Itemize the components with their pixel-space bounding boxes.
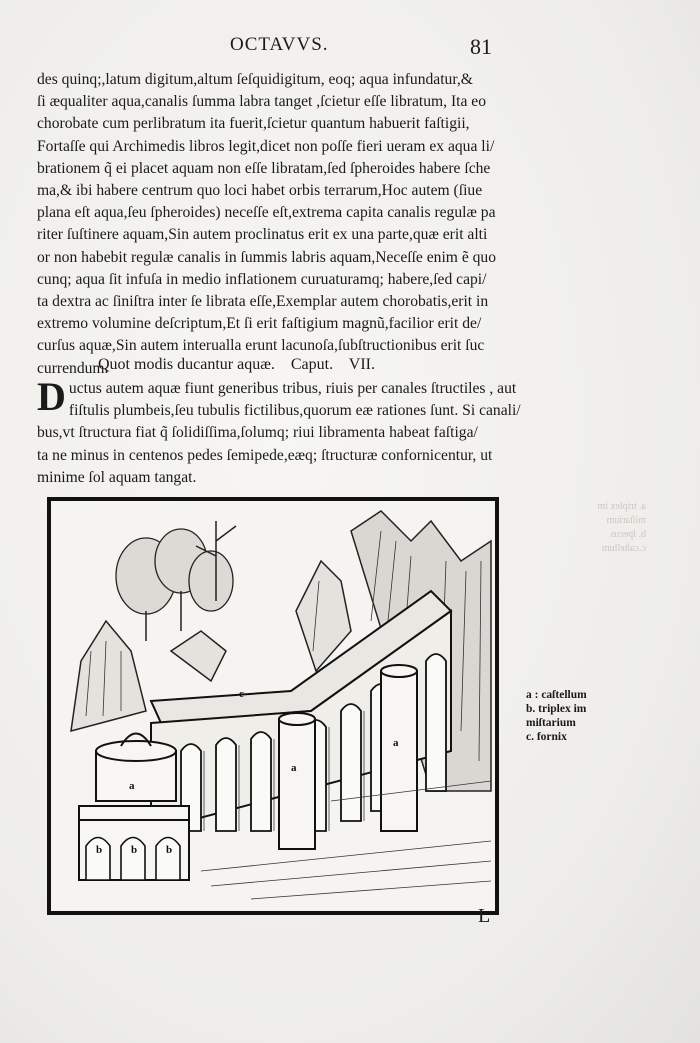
text-line: currendum. <box>37 359 109 377</box>
show-through-line: b. ſpecus <box>610 529 646 540</box>
drop-cap: D <box>37 374 66 419</box>
figure-label-b: b <box>166 844 173 856</box>
text-line: des quinq;,latum digitum,altum ſeſquidigitum, eoq; aqua infundatur,& <box>37 71 473 88</box>
margin-legend <box>526 688 587 744</box>
text-line: Fortaſſe qui Archimedis libros legit,dicet non poſſe fieri ueram ex aqua li/ <box>37 137 495 155</box>
show-through-line: a. triplex im <box>597 501 646 512</box>
text-line: brationem q̃ ei placet aquam non eſſe libratam,ſed ſpheroides habere ſche <box>37 159 491 177</box>
folio-number: 81 <box>470 34 492 59</box>
signature-mark: L <box>478 905 491 927</box>
show-through-line: miſtarium <box>606 515 646 526</box>
text-line: riter ſuſtinere aquam,Sin autem proclinatus erit ex una parte,quæ erit alti <box>37 226 488 244</box>
text-line: ma,& ibi habere centrum quo loci habet orbis terrarum,Hoc autem (ſiue <box>37 182 483 200</box>
show-through-note <box>536 500 646 556</box>
margin-note: miſtarium <box>526 717 576 729</box>
margin-note: a : caſtellum <box>526 689 587 701</box>
text-line: plana eſt aqua,ſeu ſpheroides) neceſſe eſt,extrema capita canalis regulæ pa <box>37 204 496 222</box>
paragraph-2 <box>37 374 527 489</box>
show-through-line: c.caſtellum <box>601 543 646 554</box>
text-line: uctus autem aquæ fiunt generibus tribus, riuis per canales ſtructiles , aut <box>68 380 517 397</box>
running-head: OCTAVVS. <box>230 34 329 55</box>
paragraph-1 <box>37 69 527 380</box>
woodcut-illustration <box>51 501 495 911</box>
margin-note: b. triplex im <box>526 703 587 715</box>
figure-label-a: a <box>129 780 135 792</box>
figure-label-a: a <box>291 762 297 774</box>
margin-note: c. fornix <box>526 731 567 743</box>
text-line: ta ne minus in centenos pedes ſemipede,eæq; ſtructuræ confornicentur, ut <box>37 446 493 464</box>
text-line: ta dextra ac ſiniſtra inter ſe librata eſſe,Exemplar autem chorobatis,erit in <box>37 293 489 311</box>
text-line: chorobate cum perlibratum ita fuerit,ſcietur quantum habuerit faſtigii, <box>37 115 470 133</box>
figure-label-c: c <box>239 688 244 700</box>
figure-label-b: b <box>96 844 103 856</box>
figure-label-b: b <box>131 844 138 856</box>
text-line: ſi æqualiter aqua,canalis ſumma labra tanget ,ſcietur eſſe libratum, Ita eo <box>37 93 487 111</box>
text-line: minime ſol aquam tangat. <box>37 468 197 486</box>
text-line: curſus aquæ,Sin autem interualla erunt lacunoſa,ſubſtructionibus erit ſuc <box>37 337 485 355</box>
text-line: bus,vt ſtructura fiat q̃ ſolidiſſima,ſolumq; riui libramenta habeat faſtiga/ <box>37 424 478 442</box>
text-line: extremo volumine deſcriptum,Et ſi erit faſtigium magnũ,facilior erit de/ <box>37 315 482 333</box>
figure-label-a: a <box>393 737 399 749</box>
text-line: cunq; aqua ſit infuſa in medio inflationem curuaturamq; habere,ſed capi/ <box>37 270 487 288</box>
aqueduct-woodcut <box>47 497 499 915</box>
text-line: or non habebit regulæ canalis in ſummis labris aquam,Neceſſe enim ẽ quo <box>37 248 497 266</box>
chapter-heading: Quot modis ducantur aquæ. Caput. VII. <box>98 356 376 373</box>
text-line: fiſtulis plumbeis,ſeu tubulis fictilibus,quorum eæ rationes ſunt. Si canali/ <box>68 402 521 420</box>
